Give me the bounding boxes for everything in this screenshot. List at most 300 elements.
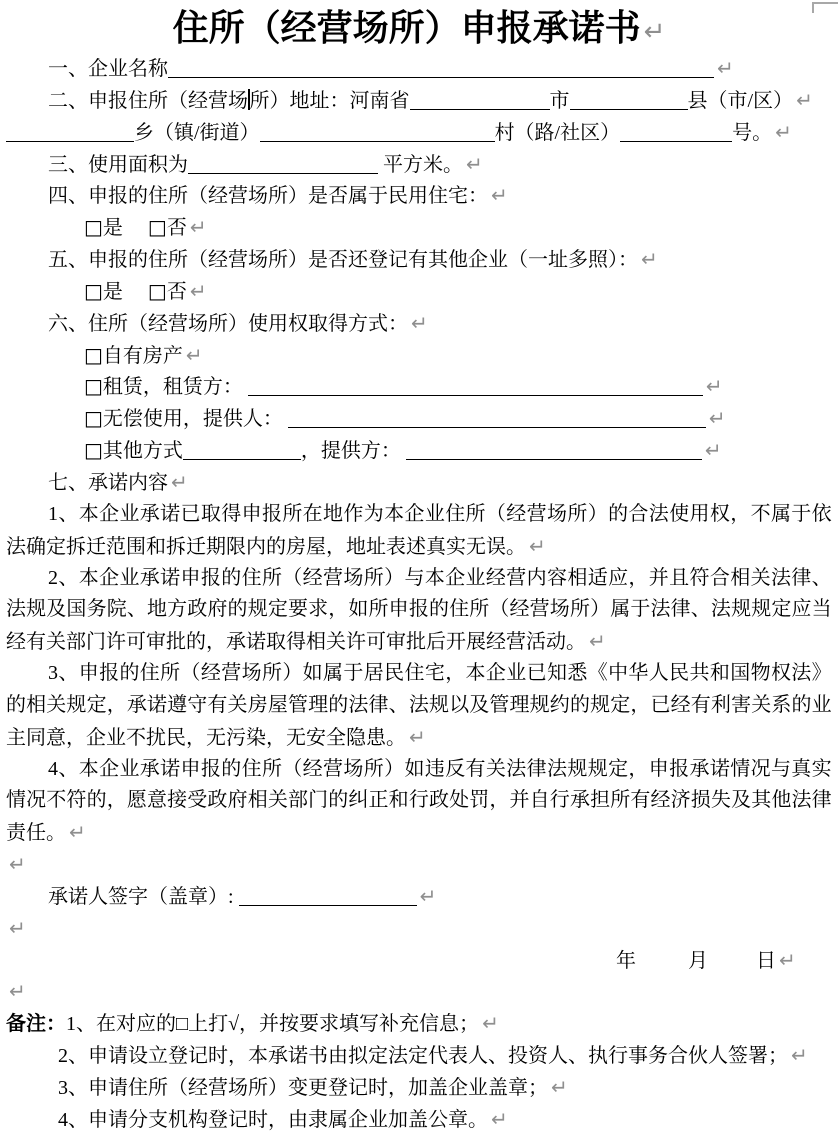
text-run-char: 作: [343, 502, 364, 525]
text-run-char: 企: [99, 757, 120, 780]
text-run-char: 遵: [167, 693, 188, 716]
text-run-char: 法: [791, 662, 812, 685]
blank-city[interactable]: [410, 95, 550, 110]
line-remark-4: [0, 1104, 838, 1136]
page-title-text: 住所（经营场所）申报承诺书: [172, 8, 641, 48]
text-run-char: 承: [126, 693, 147, 716]
text-run-char: 规: [26, 598, 47, 621]
text-run-char: 律: [670, 598, 691, 621]
line-question-multi-license: [0, 244, 838, 276]
text-run-char: 、: [58, 757, 79, 780]
line-empty-3: [0, 976, 838, 1008]
text-run-char: 场: [546, 502, 567, 525]
blank-area[interactable]: [188, 159, 378, 174]
text-run-char: 适: [587, 566, 608, 589]
text-run-char: 申: [180, 757, 201, 780]
text-run: 五、申报的住所（经营场所）是否还登记有其他企业（一址多照）：: [48, 249, 638, 272]
text-run-char: 经: [506, 502, 527, 525]
text-run-char: ，: [630, 693, 651, 716]
text-run-char: 愿: [126, 789, 147, 812]
text-run-char: 关: [227, 693, 248, 716]
text-run-char: 、: [388, 693, 409, 716]
text-run-char: 使: [669, 502, 690, 525]
text-run: 是: [102, 280, 148, 303]
text-run-char: 与: [770, 757, 791, 780]
paragraph-mark-icon: ↵: [482, 1011, 499, 1036]
paragraph-mark-icon: ↵: [641, 247, 658, 272]
paragraph-mark-icon: ↵: [775, 119, 792, 144]
checkbox-multi-license-yes[interactable]: □: [84, 278, 103, 303]
text-run: 租赁，租赁方：: [102, 376, 248, 399]
text-run-char: 、: [58, 662, 79, 685]
text-run-char: 实: [811, 757, 832, 780]
text-run-char: 法: [791, 789, 812, 812]
line-residential-options: [0, 212, 838, 244]
text-run-char: 营: [323, 566, 344, 589]
text-run-char: 在: [302, 502, 323, 525]
text-run: 承诺人签字（盖章）:: [48, 885, 239, 908]
date-year-label: 年: [616, 949, 636, 972]
text-run-char: 本: [424, 566, 445, 589]
text-run-char: 政: [428, 789, 449, 812]
text-run-char: 报: [261, 502, 282, 525]
text-run-char: 依: [811, 502, 832, 525]
checkbox-free-use[interactable]: □: [84, 406, 103, 431]
line-commitment-1b: [0, 531, 838, 563]
text-run-char: 经: [509, 598, 530, 621]
checkbox-multi-license-no[interactable]: □: [147, 278, 167, 303]
paragraph-mark-icon: ↵: [529, 533, 546, 558]
text-run-char: ，: [106, 789, 127, 812]
text-run-char: 内: [526, 566, 547, 589]
text-run-char: 国: [66, 598, 87, 621]
text-run-char: 的: [569, 693, 590, 716]
text-run-char: 得: [221, 502, 242, 525]
paragraph-mark-icon: ↵: [796, 87, 813, 112]
text-run-char: 业: [506, 662, 527, 685]
line-multi-license-options: [0, 276, 838, 308]
text-run: 所）地址：河南省: [249, 89, 410, 112]
text-run-char: ，: [628, 566, 649, 589]
paragraph-mark-icon: ↵: [409, 724, 426, 749]
text-run-char: 并: [648, 566, 669, 589]
text-run-char: 的: [791, 693, 812, 716]
text-run-char: 权: [770, 662, 791, 685]
paragraph-mark-icon: ↵: [185, 342, 203, 367]
text-run-char: 营: [526, 502, 547, 525]
text-run-char: 、: [126, 598, 147, 621]
text-run-char: 行: [549, 789, 570, 812]
text-run-char: 取: [200, 502, 221, 525]
text-run-char: 1: [48, 502, 58, 525]
text-run-char: 人: [648, 662, 669, 685]
text-run-char: ，: [328, 598, 349, 621]
text-run-char: （: [485, 502, 506, 525]
text-run-char: 规: [428, 693, 449, 716]
text-run-char: 申: [388, 598, 409, 621]
text-run-char: 情: [730, 757, 751, 780]
text-run-char: 法: [6, 598, 26, 621]
text-run-char: 诺: [146, 693, 167, 716]
text-run-char: 和: [709, 662, 730, 685]
text-run-char: 中: [608, 662, 629, 685]
line-commitment-1a: [0, 499, 838, 531]
text-run-char: 情: [6, 789, 26, 812]
text-run-char: 及: [731, 789, 752, 812]
text-run-char: 所: [282, 502, 303, 525]
text-run-char: 当: [811, 598, 832, 621]
text-run: 市: [549, 89, 570, 112]
text-run-char: ）: [282, 662, 303, 685]
text-run-char: 4: [48, 757, 58, 780]
text-run-char: 所: [469, 598, 490, 621]
paragraph-mark-icon: ↵: [708, 406, 726, 431]
text-run-char: 律: [791, 566, 812, 589]
text-run-char: 符: [689, 566, 710, 589]
text-run-char: 相: [247, 789, 268, 812]
text-run-char: 法: [546, 757, 567, 780]
text-run-char: 的: [227, 598, 248, 621]
text-run-char: 承: [139, 502, 160, 525]
text-run: 责任。: [6, 822, 66, 845]
page-title: [0, 3, 838, 53]
document-body: [0, 53, 838, 1136]
text-run-char: 规: [587, 757, 608, 780]
text-run-char: 营: [323, 757, 344, 780]
text-run-char: 于: [343, 662, 364, 685]
text-run-char: 管: [287, 693, 308, 716]
paragraph-mark-icon: ↵: [466, 151, 483, 176]
text-run-char: ，: [106, 693, 127, 716]
text-run-char: 政: [187, 598, 208, 621]
checkbox-own-property[interactable]: □: [84, 342, 103, 367]
line-commitment-2a: [0, 563, 838, 595]
text-run-char: 经: [200, 662, 221, 685]
line-commitment-heading: [0, 467, 838, 499]
text-run: 二、申报住所（经营场: [48, 89, 248, 112]
text-run-char: 经: [650, 789, 671, 812]
text-run: 县（市/区）: [687, 89, 794, 112]
text-run-char: 属: [770, 502, 791, 525]
text-run-char: 承: [139, 757, 160, 780]
text-run-char: 应: [791, 598, 812, 621]
text-run-char: 经: [670, 693, 691, 716]
text-run-char: 与: [404, 566, 425, 589]
text-run-char: 相: [567, 566, 588, 589]
text-run-char: （: [282, 757, 303, 780]
text-run-char: 共: [689, 662, 710, 685]
text-run-char: 行: [408, 789, 429, 812]
text-run-char: 所: [363, 757, 384, 780]
text-run-char: （: [180, 662, 201, 685]
text-run-char: 规: [567, 757, 588, 780]
text-run-char: 部: [287, 789, 308, 812]
paragraph-mark-icon: ↵: [491, 183, 508, 208]
text-run-char: （: [282, 566, 303, 589]
text-run-char: 所: [363, 566, 384, 589]
text-run-char: 关: [751, 693, 772, 716]
text-run-char: 府: [207, 598, 228, 621]
blank-lessor[interactable]: [248, 381, 703, 396]
text-run-char: 意: [146, 789, 167, 812]
text-run-char: 且: [669, 566, 690, 589]
text-run-char: 企: [99, 502, 120, 525]
text-run-char: 诺: [709, 757, 730, 780]
text-run-char: 和: [388, 789, 409, 812]
text-run-char: 的: [428, 598, 449, 621]
text-run: 主同意，企业不扰民，无污染，无安全隐患。: [6, 726, 406, 749]
remarks-label: 备注：: [6, 1013, 66, 1036]
text-run: 三、使用面积为: [48, 153, 188, 176]
text-run-char: 属: [323, 662, 344, 685]
text-run-char: 法: [408, 693, 429, 716]
text-run-char: 违: [424, 757, 445, 780]
line-area: [0, 149, 838, 181]
paragraph-mark-icon: ↵: [491, 1106, 508, 1131]
text-run-char: ，: [730, 502, 751, 525]
text-run: 号。: [732, 121, 773, 144]
text-run-char: 本: [78, 502, 99, 525]
text-run-char: 守: [187, 693, 208, 716]
text-run-char: 业: [119, 566, 140, 589]
paragraph-mark-icon: ↵: [643, 17, 666, 47]
line-commitment-4b: [0, 785, 838, 817]
text-run: 村（路/社区）: [494, 121, 621, 144]
checkbox-residential-yes[interactable]: □: [84, 215, 103, 240]
text-run-char: 国: [730, 662, 751, 685]
text-run-char: 反: [445, 757, 466, 780]
text-run-char: 律: [368, 693, 389, 716]
text-run-char: 规: [529, 693, 550, 716]
blank-free-use-provider[interactable]: [288, 413, 706, 428]
text-run: 七、承诺内容: [48, 471, 168, 494]
text-run-char: 所: [261, 566, 282, 589]
date-month-label: 月: [688, 949, 708, 972]
text-run-char: 关: [750, 566, 771, 589]
text-run-char: 处: [449, 789, 470, 812]
date-day-label: 日: [756, 949, 776, 972]
text-run-char: 相: [730, 566, 751, 589]
text-run-char: 地: [146, 598, 167, 621]
text-run: 2、申请设立登记时，本承诺书由拟定法定代表人、投资人、执行事务合伙人签署；: [58, 1045, 788, 1068]
text-run-char: 属: [610, 598, 631, 621]
text-run-char: 济: [670, 789, 691, 812]
text-run-char: 有: [207, 693, 228, 716]
line-question-residential: [0, 180, 838, 212]
text-run: 一、企业名称: [48, 58, 168, 80]
text-run-char: 损: [690, 789, 711, 812]
text-run-char: 关: [267, 789, 288, 812]
text-run-char: 的: [328, 693, 349, 716]
line-commitment-3a: [0, 658, 838, 690]
text-run: 法确定拆迁范围和拆迁期限内的房屋，地址表述真实无误。: [6, 535, 526, 558]
line-remark-1: [0, 1008, 838, 1040]
text-run-char: 相: [26, 693, 47, 716]
text-run-char: 系: [771, 693, 792, 716]
text-run-char: 报: [99, 662, 120, 685]
text-run-char: 》: [811, 662, 832, 685]
text-run-char: 企: [99, 566, 120, 589]
blank-company-name[interactable]: [168, 63, 714, 78]
checkbox-lease[interactable]: □: [84, 374, 103, 399]
text-run: 平方米。: [378, 153, 463, 176]
text-run-char: ）: [384, 566, 405, 589]
text-run: 六、住所（经营场所）使用权取得方式：: [48, 312, 408, 335]
paragraph-mark-icon: ↵: [171, 469, 188, 494]
text-run: 否: [166, 217, 187, 240]
text-run-char: 法: [506, 757, 527, 780]
text-run-char: 合: [709, 566, 730, 589]
text-run-char: 业: [465, 566, 486, 589]
text-run-char: 院: [106, 598, 127, 621]
text-run-char: 担: [590, 789, 611, 812]
text-run-char: 容: [546, 566, 567, 589]
text-run-char: 如: [348, 598, 369, 621]
text-run-char: 定: [608, 757, 629, 780]
text-run-char: 3: [48, 662, 58, 685]
text-run-char: 业: [119, 757, 140, 780]
text-run-char: 有: [630, 789, 651, 812]
text-run-char: 正: [368, 789, 389, 812]
text-run: 其他方式: [102, 440, 183, 463]
paragraph-mark-icon: ↵: [779, 947, 796, 972]
text-run-char: 知: [546, 662, 567, 685]
line-commitment-3c: [0, 722, 838, 754]
line-address-1: [0, 85, 838, 117]
line-company-name: [0, 53, 838, 85]
text-run-char: 所: [368, 598, 389, 621]
text-run: 无偿使用，提供人：: [102, 408, 288, 431]
text-run-char: 住: [449, 598, 470, 621]
text-run-char: 定: [86, 693, 107, 716]
line-option-lease: [0, 371, 838, 403]
text-run-char: 不: [46, 789, 67, 812]
text-run-char: 接: [167, 789, 188, 812]
text-run-char: 合: [628, 502, 649, 525]
text-run-char: 《: [587, 662, 608, 685]
line-option-other: [0, 435, 838, 467]
text-run-char: 承: [139, 566, 160, 589]
text-run-char: 规: [247, 598, 268, 621]
text-run-char: 经: [302, 757, 323, 780]
text-run-char: 如: [302, 662, 323, 685]
text-run-char: 企: [404, 502, 425, 525]
text-run-char: 业: [424, 502, 445, 525]
text-run-char: 有: [690, 693, 711, 716]
text-run-char: 业: [119, 502, 140, 525]
text-run-char: 定: [267, 598, 288, 621]
text-run-char: 所: [261, 662, 282, 685]
text-run-char: 规: [751, 598, 772, 621]
text-run-char: 规: [731, 598, 752, 621]
text-run-char: 营: [506, 566, 527, 589]
text-run-char: 罚: [469, 789, 490, 812]
text-run-char: 的: [221, 757, 242, 780]
text-run: 4、申请分支机构登记时，由隶属企业加盖公章。: [58, 1108, 488, 1131]
text-run-char: 场: [241, 662, 262, 685]
spacer: [636, 966, 688, 967]
paragraph-mark-icon: ↵: [589, 629, 606, 654]
text-run-char: 方: [167, 598, 188, 621]
text-run-char: 本: [78, 757, 99, 780]
text-run-char: 营: [221, 662, 242, 685]
text-run-char: 所: [465, 502, 486, 525]
text-run-char: 华: [628, 662, 649, 685]
text-run-char: 住: [241, 757, 262, 780]
line-empty-1: [0, 849, 838, 881]
text-run-char: 所: [569, 598, 590, 621]
text-run-char: 住: [404, 662, 425, 685]
line-remark-2: [0, 1040, 838, 1072]
text-run-char: 政: [207, 789, 228, 812]
line-remark-3: [0, 1072, 838, 1104]
line-commitment-4a: [0, 754, 838, 786]
line-option-free-use: [0, 403, 838, 435]
checkbox-residential-no[interactable]: □: [147, 215, 167, 240]
text-run-char: 所: [610, 789, 631, 812]
text-run-char: 法: [710, 598, 731, 621]
text-run-char: 务: [86, 598, 107, 621]
text-run-char: 承: [569, 789, 590, 812]
text-run-char: 经: [485, 566, 506, 589]
paragraph-mark-icon: ↵: [717, 56, 734, 80]
text-run: 乡（镇/街道）: [134, 121, 260, 144]
text-run-char: 申: [78, 662, 99, 685]
text-run-char: 于: [630, 598, 651, 621]
text-run-char: 诺: [160, 757, 181, 780]
text-run-char: 为: [363, 502, 384, 525]
line-commitment-4c: [0, 817, 838, 849]
text-run-char: 法: [648, 502, 669, 525]
blank-other-provider[interactable]: [406, 445, 702, 460]
text-run-char: 利: [710, 693, 731, 716]
text-run-char: 企: [445, 566, 466, 589]
blank-township[interactable]: [6, 127, 134, 142]
blank-signature[interactable]: [239, 891, 417, 906]
text-run: 自有房产: [102, 344, 183, 367]
blank-house-number[interactable]: [620, 127, 732, 142]
text-run-char: 申: [241, 502, 262, 525]
text-run-char: 应: [608, 566, 629, 589]
text-run: 经有关部门许可审批的，承诺取得相关许可审批后开展经营活动。: [6, 631, 586, 654]
text-run-char: 门: [308, 789, 329, 812]
text-run-char: 场: [343, 566, 364, 589]
line-signature: [0, 881, 838, 913]
blank-village[interactable]: [260, 127, 495, 142]
text-run-char: 的: [608, 502, 629, 525]
paragraph-mark-icon: ↵: [419, 883, 437, 908]
paragraph-mark-icon: ↵: [551, 1075, 568, 1099]
text-run-char: 关: [46, 693, 67, 716]
text-run-char: 物: [750, 662, 771, 685]
text-run-char: 住: [139, 662, 160, 685]
text-run-char: ）: [590, 598, 611, 621]
blank-county[interactable]: [570, 95, 688, 110]
paragraph-mark-icon: ↵: [189, 215, 207, 240]
text-run-char: 及: [469, 693, 490, 716]
text-run-char: 于: [791, 502, 812, 525]
checkbox-other-method[interactable]: □: [84, 438, 103, 463]
text-run-char: 民: [669, 662, 690, 685]
text-run-char: 以: [449, 693, 470, 716]
text-run-char: 的: [86, 789, 107, 812]
text-run-char: 规: [590, 693, 611, 716]
text-run-char: ，: [445, 662, 466, 685]
text-run-char: 居: [363, 662, 384, 685]
blank-other-method[interactable]: [183, 445, 301, 460]
text-run-char: 住: [445, 502, 466, 525]
text-run-char: 有: [465, 757, 486, 780]
